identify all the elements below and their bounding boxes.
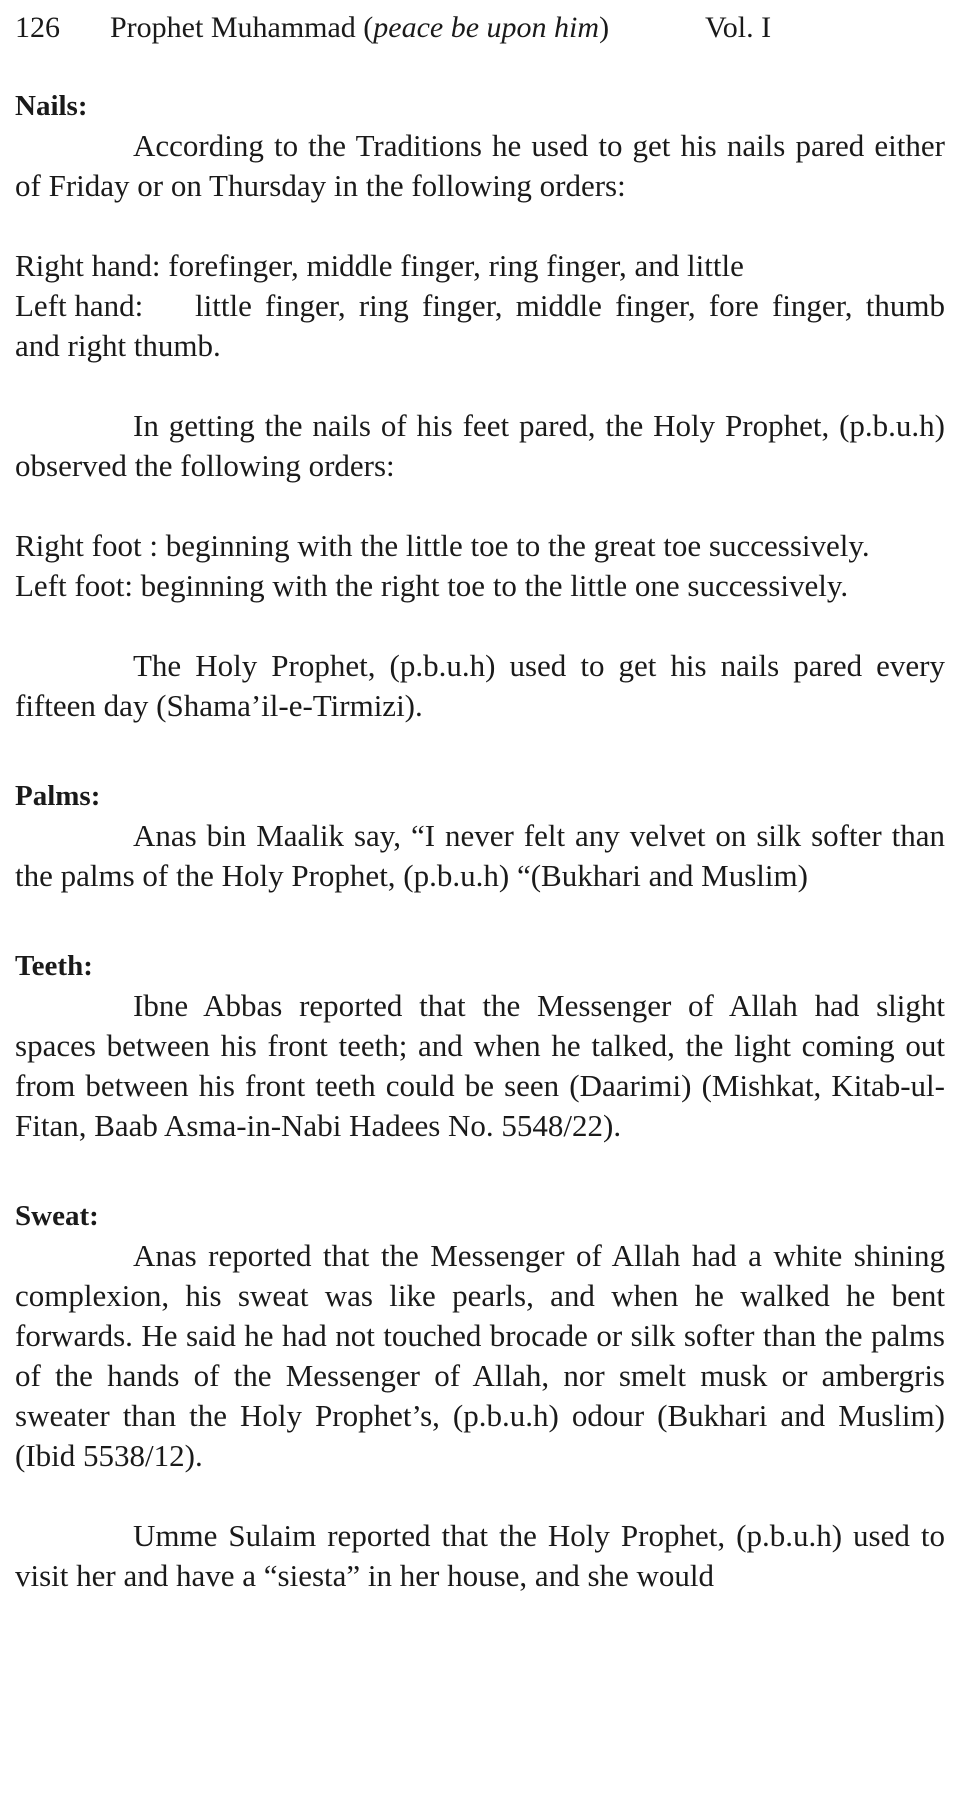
nails-left-hand: [15, 286, 945, 366]
sweat-paragraph-1: Anas reported that the Messenger of Allah had a white shining complexion, his sweat was like pearls, and when he walked he bent forwards. He said he had not touched brocade or silk softer than the palms of the hands of the Messenger of Allah, nor smelt musk or ambergris sweater than the Holy Prophet’s, (p.b.u.h) odour (Bukhari and Muslim) (Ibid 5538/12).: [15, 1238, 945, 1473]
sweat-paragraph-2: Umme Sulaim reported that the Holy Prophet, (p.b.u.h) used to visit her and have a “siesta” in her house, and she would: [15, 1518, 945, 1593]
teeth-paragraph: Ibne Abbas reported that the Messenger of Allah had slight spaces between his front teeth; and when he talked, the light coming out from between his front teeth could be seen (Daarimi) (Mishkat, Kitab-ul-Fitan, Baab Asma-in-Nabi Hadees No. 5548/22).: [15, 988, 945, 1143]
left-hand-label: Left hand:: [15, 288, 144, 323]
running-header: [15, 8, 945, 52]
page-number: 126: [15, 11, 60, 44]
section-heading-nails: Nails:: [15, 90, 88, 122]
book-title-italic: peace be upon him: [373, 11, 600, 44]
nails-left-foot: Left foot: beginning with the right toe to the little one successively.: [15, 568, 849, 603]
nails-paragraph-1: According to the Traditions he used to get his nails pared either of Friday or on Thursday in the following orders:: [15, 128, 945, 203]
section-heading-palms: Palms:: [15, 780, 101, 812]
nails-paragraph-3: The Holy Prophet, (p.b.u.h) used to get his nails pared every fifteen day (Shama’il-e-Tirmizi).: [15, 648, 945, 723]
palms-paragraph: Anas bin Maalik say, “I never felt any velvet on silk softer than the palms of the Holy Prophet, (p.b.u.h) “(Bukhari and Muslim): [15, 818, 945, 893]
left-hand-text: little finger, ring finger, middle finger, fore finger, thumb and right thumb.: [15, 288, 945, 363]
section-heading-sweat: Sweat:: [15, 1200, 99, 1232]
nails-right-foot: Right foot : beginning with the little toe to the great toe successively.: [15, 528, 870, 563]
section-heading-teeth: Teeth:: [15, 950, 93, 982]
volume-label: Vol. I: [705, 11, 772, 44]
book-title: Prophet Muhammad (peace be upon him): [110, 11, 610, 44]
nails-right-hand: Right hand: forefinger, middle finger, ring finger, and little: [15, 248, 744, 283]
nails-paragraph-2: In getting the nails of his feet pared, the Holy Prophet, (p.b.u.h) observed the following orders:: [15, 408, 945, 483]
